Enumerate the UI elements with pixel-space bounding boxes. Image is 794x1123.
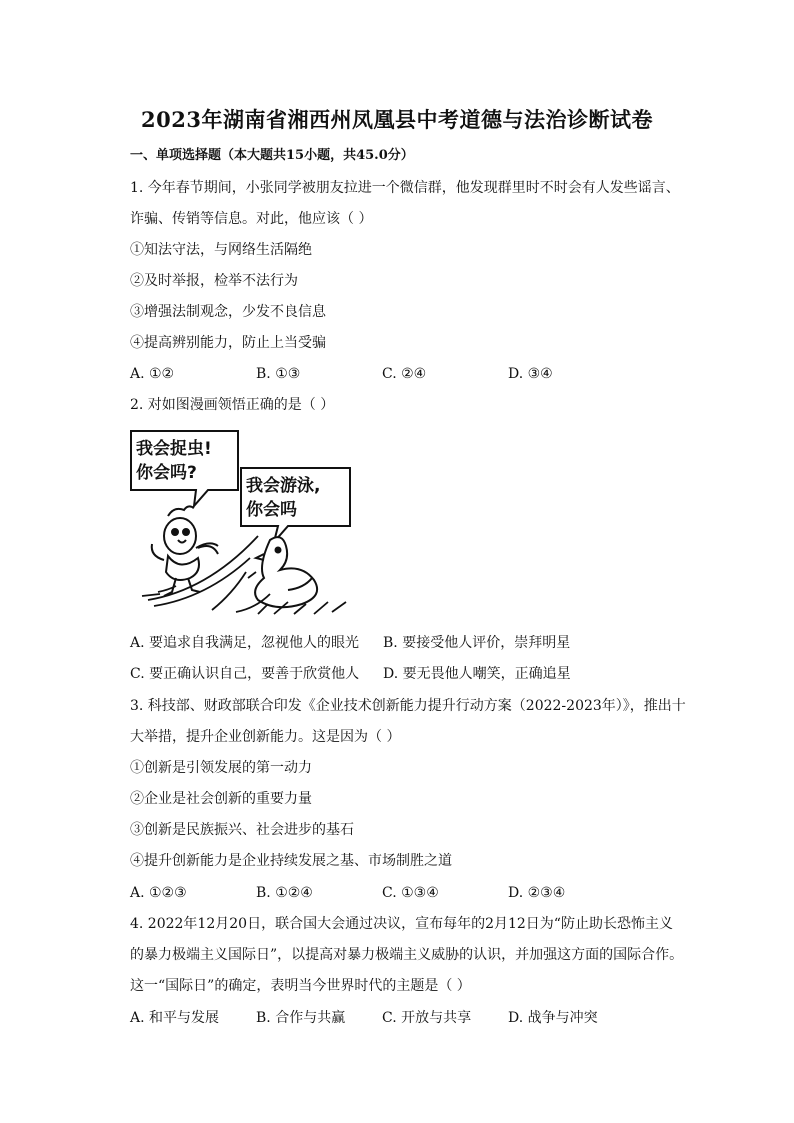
q2-option-d: D. 要无畏他人嘲笑，正确追星 [383,666,571,682]
q4-option-c: C. 开放与共享 [382,1010,472,1026]
q4-option-d: D. 战争与冲突 [508,1010,598,1026]
q3-stem-line-2: 大举措，提升企业创新能力。这是因为（ ） [130,729,401,745]
q3-option-c: C. ①③④ [382,885,439,901]
q1-option-a: A. ①② [130,366,175,382]
q2-option-b: B. 要接受他人评价，崇拜明星 [383,635,571,651]
q3-option-a: A. ①②③ [130,885,187,901]
q3-option-d: D. ②③④ [508,885,566,901]
q2-cartoon [128,428,360,616]
exam-title: 2023年湖南省湘西州凤凰县中考道德与法治诊断试卷 [141,107,653,132]
left-bubble-line-2: 你会吗? [136,463,197,483]
q1-option-c: C. ②④ [382,366,427,382]
q3-stem-line-1: 3. 科技部、财政部联合印发《企业技术创新能力提升行动方案（2022-2023年）》，推出十 [130,698,686,714]
right-speech-bubble [241,468,350,542]
left-speech-bubble [131,431,238,506]
q3-item-3: ③创新是民族振兴、社会进步的基石 [130,822,354,838]
right-bubble-line-1: 我会游泳, [246,476,321,496]
q2-stem: 2. 对如图漫画领悟正确的是（ ） [130,397,335,413]
right-bubble-line-2: 你会吗 [246,500,297,520]
q2-option-c: C. 要正确认识自己，要善于欣赏他人 [130,666,360,682]
q1-item-1: ①知法守法，与网络生活隔绝 [130,242,312,258]
q1-stem-line-1: 1. 今年春节期间，小张同学被朋友拉进一个微信群，他发现群里时不时会有人发些谣言、 [130,180,680,196]
q3-item-1: ①创新是引领发展的第一动力 [130,760,312,776]
q4-stem-line-1: 4. 2022年12月20日，联合国大会通过决议，宣布每年的2月12日为“防止助长恐怖主义 [130,916,673,932]
q4-stem-line-3: 这一“国际日”的确定，表明当今世界时代的主题是（ ） [130,978,471,994]
q1-option-d: D. ③④ [508,366,553,382]
q1-item-3: ③增强法制观念，少发不良信息 [130,304,326,320]
q4-option-b: B. 合作与共赢 [256,1010,346,1026]
chick-icon [152,506,218,596]
q3-item-2: ②企业是社会创新的重要力量 [130,791,312,807]
q2-option-a: A. 要追求自我满足，忽视他人的眼光 [130,635,360,651]
q1-item-2: ②及时举报，检举不法行为 [130,273,298,289]
q3-option-b: B. ①②④ [256,885,313,901]
q1-item-4: ④提高辨别能力，防止上当受骗 [130,335,326,351]
q4-stem-line-2: 的暴力极端主义国际日”，以提高对暴力极端主义威胁的认识，并加强这方面的国际合作。 [130,947,684,963]
left-bubble-line-1: 我会捉虫! [136,439,212,459]
q1-stem-line-2: 诈骗、传销等信息。对此，他应该（ ） [130,211,373,227]
q1-option-b: B. ①③ [256,366,301,382]
section-heading: 一、单项选择题（本大题共15小题，共45.0分） [130,148,414,163]
q3-item-4: ④提升创新能力是企业持续发展之基、市场制胜之道 [130,853,452,869]
duck-icon [255,537,317,607]
q4-option-a: A. 和平与发展 [130,1010,220,1026]
